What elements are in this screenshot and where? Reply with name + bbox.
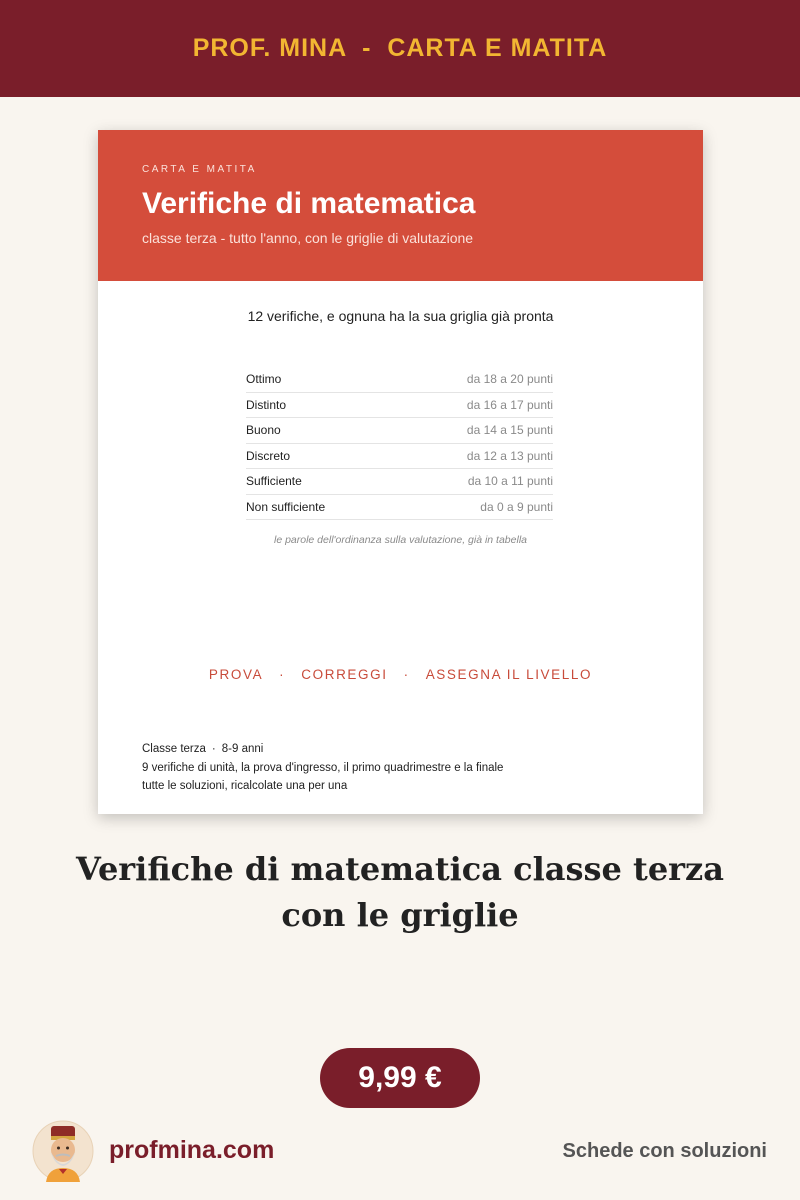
- grade-level: Buono: [246, 423, 281, 438]
- step-prova: PROVA: [208, 667, 264, 682]
- teacher-avatar-icon: [32, 1120, 94, 1182]
- product-title-line-1: Verifiche di matematica classe terza: [76, 850, 724, 888]
- step-assegna: ASSEGNA IL LIVELLO: [425, 667, 593, 682]
- grade-row: [246, 393, 553, 419]
- details-separator: ·: [211, 743, 216, 755]
- grading-note: le parole dell'ordinanza sulla valutazione, già in tabella: [273, 534, 527, 546]
- grade-points: da 16 a 17 punti: [466, 397, 553, 412]
- product-title-line-2: con le griglie: [281, 896, 519, 934]
- grade-points: da 0 a 9 punti: [480, 499, 553, 514]
- grade-points: da 10 a 11 punti: [467, 474, 553, 489]
- banner-title: PROF. MINA - CARTA E MATITA: [192, 34, 608, 62]
- workflow-steps: [98, 667, 703, 682]
- cover-lead: 12 verifiche, e ognuna ha la sua griglia già pronta: [247, 308, 554, 324]
- grade-row: [246, 469, 553, 495]
- step-separator: ·: [403, 667, 410, 682]
- grade-level: Discreto: [246, 448, 291, 463]
- site-link[interactable]: profmina.com: [109, 1136, 275, 1164]
- product-cover: [98, 130, 703, 814]
- details-line-solutions: tutte le soluzioni, ricalcolate una per una: [142, 780, 348, 792]
- details-age: 8-9 anni: [221, 743, 264, 755]
- grade-points: da 18 a 20 punti: [466, 372, 553, 387]
- footer-tagline: Schede con soluzioni: [562, 1140, 767, 1162]
- cover-brand: CARTA E MATITA: [142, 164, 257, 175]
- details-line-class: [142, 740, 503, 759]
- cover-subtitle: classe terza - tutto l'anno, con le griglie di valutazione: [142, 230, 474, 246]
- step-correggi: CORREGGI: [301, 667, 388, 682]
- price-badge[interactable]: [320, 1048, 480, 1108]
- grade-level: Ottimo: [246, 372, 282, 387]
- grading-table: [246, 367, 553, 520]
- cover-title: Verifiche di matematica: [142, 187, 476, 220]
- details-class: Classe terza: [142, 743, 206, 755]
- grade-points: da 12 a 13 punti: [466, 448, 553, 463]
- product-title: [0, 846, 800, 938]
- grade-level: Distinto: [246, 397, 287, 412]
- cover-header: [98, 130, 703, 281]
- cover-details: [142, 740, 503, 796]
- step-separator: ·: [279, 667, 286, 682]
- grade-row: [246, 418, 553, 444]
- grade-row: [246, 495, 553, 521]
- grade-row: [246, 444, 553, 470]
- price-value: 9,99 €: [358, 1061, 442, 1094]
- grade-level: Non sufficiente: [246, 499, 326, 514]
- grade-level: Sufficiente: [246, 474, 302, 489]
- details-line-contents: 9 verifiche di unità, la prova d'ingresso, il primo quadrimestre e la finale: [142, 761, 504, 774]
- grade-row: [246, 367, 553, 393]
- top-banner: [0, 0, 800, 97]
- grade-points: da 14 a 15 punti: [466, 423, 553, 438]
